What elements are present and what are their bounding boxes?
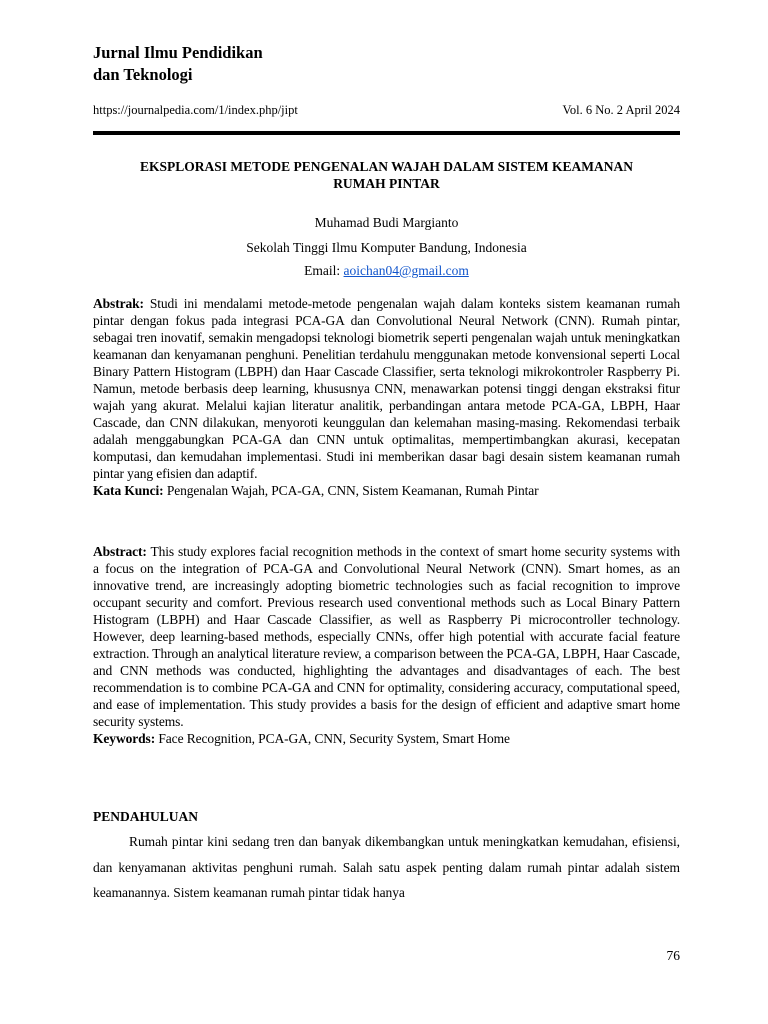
journal-meta-row — [93, 102, 680, 118]
abstrak-label: Abstrak: — [93, 296, 144, 311]
journal-name-line2: dan Teknologi — [93, 65, 193, 84]
keywords-line — [93, 730, 680, 747]
author-email-line — [93, 262, 680, 279]
journal-name-line1: Jurnal Ilmu Pendidikan — [93, 43, 263, 62]
author-affiliation: Sekolah Tinggi Ilmu Komputer Bandung, Indonesia — [246, 240, 527, 255]
journal-name — [93, 42, 263, 86]
abstract-section — [93, 543, 680, 747]
paper-title-line2: RUMAH PINTAR — [333, 176, 440, 191]
kata-kunci-label: Kata Kunci: — [93, 483, 164, 498]
abstract-label: Abstract: — [93, 544, 147, 559]
introduction-paragraph: Rumah pintar kini sedang tren dan banyak dikembangkan untuk meningkatkan kemudahan, efisiensi, dan kenyamanan aktivitas penghuni rumah. Salah satu aspek penting dalam rumah pintar adalah sistem keamanannya. Sistem keamanan rumah pintar tidak hanya — [93, 834, 680, 900]
paper-title-line1: EKSPLORASI METODE PENGENALAN WAJAH DALAM SISTEM KEAMANAN — [139, 159, 634, 174]
abstract-text: This study explores facial recognition methods in the context of smart home security systems with a focus on the integration of PCA-GA and Convolutional Neural Network (CNN). Smart homes, as an innovative trend, are increasingly adopting biometric technologies such as facial recognition to improve occupant security and comfort. Previous research used conventional methods such as Local Binary Pattern Histogram (LBPH) and Haar Cascade Classifier, as well as Raspberry Pi microcontroller technology. However, deep learning-based methods, especially CNNs, offer high potential with accurate facial feature extraction. Through an analytical literature review, a comparison between the PCA-GA, LBPH, Haar Cascade, and CNN methods was conducted, highlighting the advantages and disadvantages of each. The best recommendation is to combine PCA-GA and CNN for optimality, considering accuracy, computational speed, and ease of implementation. This study provides a basis for the design of efficient and adaptive smart home security systems. — [93, 544, 681, 729]
journal-url[interactable]: https://journalpedia.com/1/index.php/jipt — [93, 103, 298, 117]
page-number: 76 — [666, 948, 680, 963]
abstract-paragraph — [93, 543, 680, 730]
journal-volume: Vol. 6 No. 2 April 2024 — [562, 103, 680, 117]
paper-title — [93, 158, 680, 192]
abstrak-text: Studi ini mendalami metode-metode pengenalan wajah dalam konteks sistem keamanan rumah pintar dengan fokus pada integrasi PCA-GA dan Convolutional Neural Network (CNN). Rumah pintar, sebagai tren inovatif, semakin mengadopsi teknologi biometrik seperti pengenalan wajah untuk meningkatkan keamanan dan kenyamanan penghuni. Penelitian terdahulu menggunakan metode konvensional seperti Local Binary Pattern Histogram (LBPH) dan Haar Cascade Classifier, serta teknologi mikrokontroler Raspberry Pi. Namun, metode berbasis deep learning, khususnya CNN, menawarkan potensi tinggi dengan ekstraksi fitur wajah yang akurat. Melalui kajian literatur analitik, perbandingan antara metode PCA-GA, LBPH, Haar Cascade, dan CNN dilakukan, menyoroti keunggulan dan kelemahan masing-masing. Rekomendasi terbaik adalah menggabungkan PCA-GA dan CNN untuk optimalitas, mempertimbangkan akurasi, kecepatan komputasi, dan kemudahan implementasi. Studi ini memberikan dasar bagi desain sistem keamanan rumah pintar yang efisien dan adaptif. — [93, 296, 681, 481]
author-name: Muhamad Budi Margianto — [314, 215, 459, 230]
email-label: Email: — [304, 263, 341, 278]
kata-kunci-line — [93, 482, 680, 499]
abstrak-section — [93, 295, 680, 499]
keywords-label: Keywords: — [93, 731, 156, 746]
kata-kunci-text: Pengenalan Wajah, PCA-GA, CNN, Sistem Keamanan, Rumah Pintar — [166, 483, 539, 498]
keywords-text: Face Recognition, PCA-GA, CNN, Security System, Smart Home — [158, 731, 510, 746]
email-link[interactable]: aoichan04@gmail.com — [343, 263, 469, 278]
abstrak-paragraph — [93, 295, 680, 482]
header-rule — [93, 131, 680, 135]
section-heading-pendahuluan: PENDAHULUAN — [93, 809, 199, 824]
